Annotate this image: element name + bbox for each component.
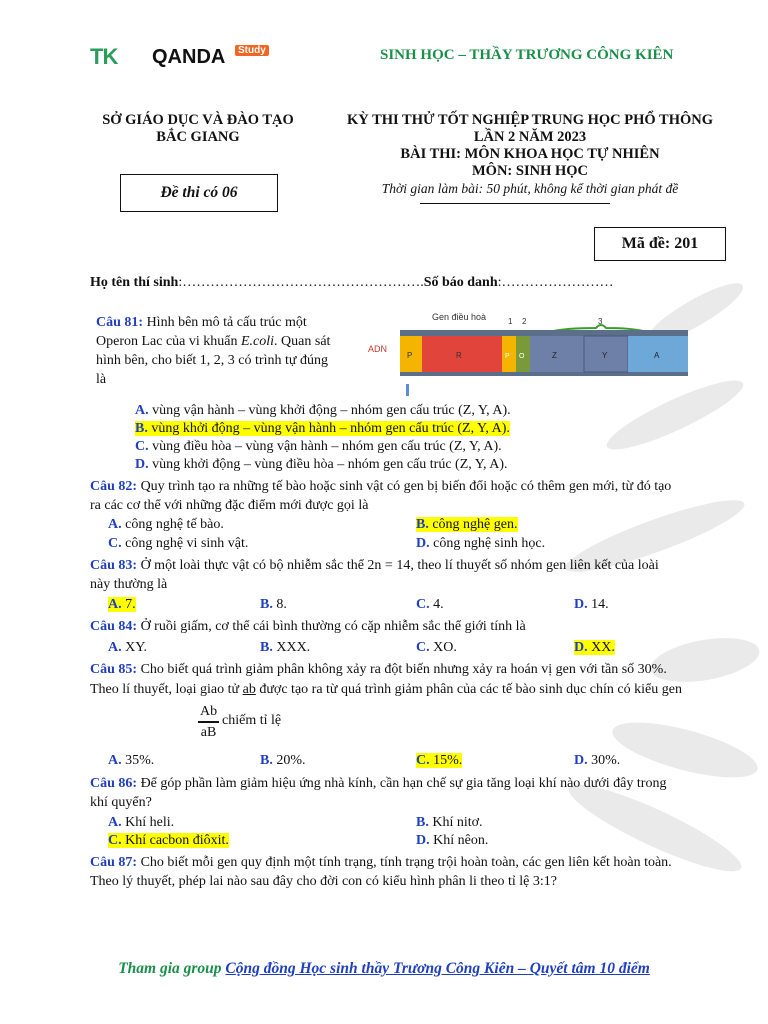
qanda-logo: QANDA xyxy=(152,46,226,68)
q81-option-c[interactable] xyxy=(135,438,502,456)
q86-b-text: Khí nitơ. xyxy=(432,815,483,830)
exam-code-box xyxy=(594,227,726,261)
q82-b-text: công nghệ gen. xyxy=(432,517,518,532)
option-letter: D. xyxy=(135,457,149,472)
q84-c-text: XO. xyxy=(433,640,457,655)
department-heading xyxy=(88,112,308,146)
q85-b-text: 20%. xyxy=(276,753,306,768)
exam-time: Thời gian làm bài: 50 phút, không kể thời gian phát đề xyxy=(381,181,679,196)
q83-option-b[interactable] xyxy=(260,596,287,614)
option-letter: A. xyxy=(108,753,122,768)
label-a: A xyxy=(654,351,660,360)
footer xyxy=(0,960,768,978)
option-letter: B. xyxy=(260,597,273,612)
q82-d-text: công nghệ sinh học. xyxy=(433,536,546,551)
q82-label: Câu 82: xyxy=(90,479,138,494)
option-letter: D. xyxy=(574,753,588,768)
reg-gene-r xyxy=(422,336,502,372)
label-small-p: P xyxy=(505,353,510,360)
option-letter: C. xyxy=(108,833,122,848)
q84-d-text: XX. xyxy=(591,640,615,655)
exam-title-3: BÀI THI: MÔN KHOA HỌC TỰ NHIÊN xyxy=(400,146,660,162)
tk-logo: TK xyxy=(90,44,118,69)
q85-genotype xyxy=(90,702,97,721)
q85-c-text: 15%. xyxy=(433,753,463,768)
option-letter: A. xyxy=(108,597,122,612)
q84-option-b[interactable] xyxy=(260,639,310,657)
option-letter: A. xyxy=(108,815,122,830)
page-count-box xyxy=(120,174,278,212)
question-85 xyxy=(90,660,682,700)
q83-text: Ở một loài thực vật có bộ nhiễm sắc thể 2n = 14, theo lí thuyết số nhóm gen liên kết của loài này thường là xyxy=(90,558,659,592)
q81-italic: E.coli xyxy=(241,334,275,349)
sbd-label: Số báo danh xyxy=(423,275,498,290)
q85-text-2: được tạo ra từ quá trình giảm phân của các tế bào sinh dục chín có kiểu gen xyxy=(255,682,682,697)
q84-option-a[interactable] xyxy=(108,639,147,657)
q85-fraction xyxy=(198,702,219,742)
q84-b-text: XXX. xyxy=(276,640,311,655)
q85-a-text: 35%. xyxy=(125,753,155,768)
q83-option-c[interactable] xyxy=(416,596,444,614)
q83-option-a[interactable] xyxy=(108,596,136,614)
option-letter: C. xyxy=(416,640,430,655)
q86-option-d[interactable] xyxy=(416,832,488,850)
question-81 xyxy=(96,313,336,389)
option-letter: B. xyxy=(260,640,273,655)
option-letter: C. xyxy=(135,439,149,454)
label-y: Y xyxy=(602,351,608,360)
dept-line-2: BẮC GIANG xyxy=(156,129,240,145)
q81-c-text: vùng điều hòa – vùng vận hành – nhóm gen cấu trúc (Z, Y, A). xyxy=(152,439,502,454)
q86-text: Để góp phần làm giảm hiệu ứng nhà kính, cần hạn chế sự gia tăng loại khí nào dưới đây trong khí quyển? xyxy=(90,776,667,810)
q86-c-text: Khí cacbon điôxit. xyxy=(125,833,229,848)
label-p: P xyxy=(407,351,413,360)
q81-option-d[interactable] xyxy=(135,456,508,474)
label-r: R xyxy=(456,351,462,360)
q84-a-text: XY. xyxy=(125,640,148,655)
option-letter: C. xyxy=(416,753,430,768)
q81-text-1: Hình bên mô tả cấu trúc một Operon Lac của vi khuẩn xyxy=(96,315,307,349)
exam-code: Mã đề: 201 xyxy=(621,235,699,252)
q82-option-d[interactable] xyxy=(416,535,545,553)
q86-option-b[interactable] xyxy=(416,814,483,832)
q85-option-a[interactable] xyxy=(108,752,154,770)
q81-option-b[interactable] xyxy=(135,420,510,438)
q84-label: Câu 84: xyxy=(90,619,138,634)
question-84 xyxy=(90,617,682,636)
q85-frac-den: aB xyxy=(200,725,217,740)
q86-option-c[interactable] xyxy=(108,832,229,850)
q85-label: Câu 85: xyxy=(90,662,138,677)
q81-a-text: vùng vận hành – vùng khởi động – nhóm gen cấu trúc (Z, Y, A). xyxy=(152,403,511,418)
q85-option-b[interactable] xyxy=(260,752,306,770)
exam-title-2: LẦN 2 NĂM 2023 xyxy=(473,129,587,145)
name-field[interactable]: :……………………………………………. xyxy=(178,275,424,290)
option-letter: C. xyxy=(108,536,122,551)
q83-label: Câu 83: xyxy=(90,558,138,573)
q85-text-3: chiếm tỉ lệ xyxy=(222,713,282,728)
label-3: 3 xyxy=(598,317,603,326)
label-2: 2 xyxy=(522,317,527,326)
option-letter: B. xyxy=(260,753,273,768)
q81-option-a[interactable] xyxy=(135,402,511,420)
q81-label: Câu 81: xyxy=(96,315,144,330)
gene-z xyxy=(530,336,584,372)
name-label: Họ tên thí sinh xyxy=(90,275,179,290)
q82-option-c[interactable] xyxy=(108,535,248,553)
q82-c-text: công nghệ vi sinh vật. xyxy=(125,536,249,551)
reg-gene-label: Gen điều hoà xyxy=(432,312,487,322)
q86-option-a[interactable] xyxy=(108,814,174,832)
q85-frac-num: Ab xyxy=(198,702,219,723)
q85-option-c[interactable] xyxy=(416,752,462,770)
option-letter: B. xyxy=(416,815,429,830)
q82-text: Quy trình tạo ra những tế bào hoặc sinh vật có gen bị biến đổi hoặc có thêm gen mới, từ đó tạo ra các cơ thể với những đặc điểm mới được gọi là xyxy=(90,479,672,513)
diagram-marker xyxy=(406,384,409,396)
question-83 xyxy=(90,556,682,594)
question-86 xyxy=(90,774,682,812)
option-letter: B. xyxy=(416,517,429,532)
page-count: Đề thi có 06 xyxy=(160,184,238,201)
q84-text: Ở ruồi giấm, cơ thể cái bình thường có cặp nhiễm sắc thể giới tính là xyxy=(137,619,526,634)
label-1: 1 xyxy=(508,317,513,326)
q87-label: Câu 87: xyxy=(90,855,138,870)
q86-a-text: Khí heli. xyxy=(125,815,175,830)
group-link[interactable]: Cộng đồng Học sinh thầy Trương Công Kiên – Quyết tâm 10 điểm xyxy=(225,960,650,977)
option-letter: C. xyxy=(416,597,430,612)
option-letter: A. xyxy=(108,640,122,655)
option-letter: A. xyxy=(135,403,149,418)
sbd-field[interactable]: :…………………… xyxy=(497,275,614,290)
question-82 xyxy=(90,477,682,515)
exam-title-4: MÔN: SINH HỌC xyxy=(472,163,588,179)
dept-line-1: SỞ GIÁO DỤC VÀ ĐÀO TẠO xyxy=(102,112,294,128)
option-letter: D. xyxy=(574,640,588,655)
exam-title-1: KỲ THI THỬ TỐT NGHIỆP TRUNG HỌC PHỔ THÔNG xyxy=(346,112,714,128)
q85-option-d[interactable] xyxy=(574,752,620,770)
q85-text-1: Cho biết quá trình giảm phân không xảy ra đột biến nhưng xảy ra hoán vị gen với tần số 30%. Theo lí thuyết, loại giao tử xyxy=(90,662,667,697)
operon-diagram xyxy=(366,302,692,398)
q85-gamete: ab xyxy=(242,682,256,697)
student-info xyxy=(90,275,614,291)
q81-d-text: vùng khởi động – vùng điều hòa – nhóm gen cấu trúc (Z, Y, A). xyxy=(152,457,508,472)
q81-text-2: . Quan sát hình bên, cho biết 1, 2, 3 có trình tự đúng là xyxy=(96,334,331,387)
option-letter: A. xyxy=(108,517,122,532)
q83-b-text: 8. xyxy=(276,597,287,612)
q86-d-text: Khí nêon. xyxy=(433,833,489,848)
q82-a-text: công nghệ tế bào. xyxy=(125,517,224,532)
q82-option-b[interactable] xyxy=(416,516,518,534)
q85-d-text: 30%. xyxy=(591,753,621,768)
q83-a-text: 7. xyxy=(125,597,136,612)
q87-text: Cho biết mỗi gen quy định một tính trạng, tính trạng trội hoàn toàn, các gen liên kết hoàn toàn. Theo lý thuyết, phép lai nào sau đây cho đời con có kiểu hình phân li theo tỉ lệ 3:1? xyxy=(90,855,672,889)
label-z: Z xyxy=(552,351,557,360)
option-letter: D. xyxy=(416,536,430,551)
q86-label: Câu 86: xyxy=(90,776,138,791)
q83-c-text: 4. xyxy=(433,597,444,612)
brand-title: SINH HỌC – THẦY TRƯƠNG CÔNG KIÊN xyxy=(380,47,674,63)
study-badge: Study xyxy=(235,45,269,56)
label-small-o: O xyxy=(519,353,525,360)
exam-heading xyxy=(330,112,730,197)
footer-prefix: Tham gia group xyxy=(118,960,226,977)
question-87 xyxy=(90,853,682,891)
q84-option-c[interactable] xyxy=(416,639,457,657)
dna-label: ADN xyxy=(368,344,388,354)
q81-b-text: vùng khởi động – vùng vận hành – nhóm gen cấu trúc (Z, Y, A). xyxy=(151,421,510,436)
q82-option-a[interactable] xyxy=(108,516,224,534)
q84-option-d[interactable] xyxy=(574,639,615,657)
option-letter: D. xyxy=(416,833,430,848)
q83-option-d[interactable] xyxy=(574,596,609,614)
option-letter: D. xyxy=(574,597,588,612)
q83-d-text: 14. xyxy=(591,597,609,612)
option-letter: B. xyxy=(135,421,148,436)
time-underline xyxy=(420,203,610,204)
